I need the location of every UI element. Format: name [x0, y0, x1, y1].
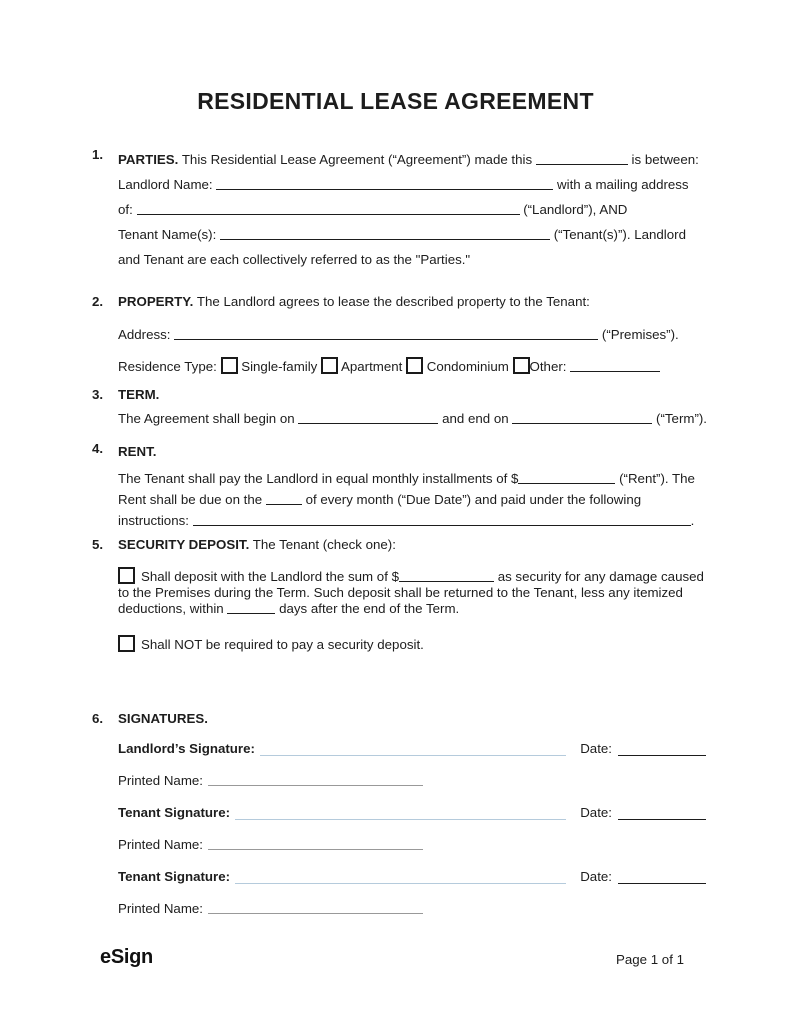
- term-begin-date-blank[interactable]: [298, 411, 438, 424]
- landlord-name-after: with a mailing address: [557, 177, 689, 192]
- section-security-deposit: [92, 537, 706, 653]
- section-rent: [92, 441, 706, 531]
- section-number: 2.: [92, 294, 104, 309]
- section-term: [92, 387, 706, 426]
- term-after-text: (“Term”).: [656, 411, 708, 426]
- rent-amount-blank[interactable]: [518, 471, 615, 484]
- deposit-intro: The Tenant (check one):: [252, 537, 396, 552]
- section-number: 4.: [92, 441, 104, 456]
- section-property: [92, 294, 706, 374]
- tenant2-signature-line[interactable]: [235, 869, 566, 884]
- term-middle-text: and end on: [442, 411, 509, 426]
- rent-due-day-blank[interactable]: [266, 492, 302, 505]
- deposit-option2-text: Shall NOT be required to pay a security deposit.: [141, 637, 424, 652]
- deposit-option1-text-a: Shall deposit with the Landlord the sum of $: [141, 569, 399, 584]
- tenant2-signature-label: Tenant Signature:: [118, 869, 231, 884]
- residence-option-apartment: Apartment: [341, 359, 403, 374]
- section-number: 1.: [92, 147, 104, 162]
- checkbox-other[interactable]: [513, 357, 530, 374]
- landlord-name-blank[interactable]: [216, 177, 553, 190]
- tenant1-date-line[interactable]: [618, 805, 706, 820]
- rent-instructions-label: instructions:: [118, 513, 189, 528]
- printed-name-label: Printed Name:: [118, 837, 203, 852]
- parties-intro: This Residential Lease Agreement (“Agreement”) made this: [181, 152, 533, 167]
- deposit-days-blank[interactable]: [227, 601, 275, 614]
- residence-other-blank[interactable]: [570, 359, 660, 372]
- deposit-option-2: [118, 635, 706, 653]
- rent-line3-end: .: [690, 513, 695, 528]
- signatures-heading: SIGNATURES.: [118, 711, 208, 726]
- deposit-option-1: [118, 567, 706, 617]
- checkbox-condominium[interactable]: [406, 357, 423, 374]
- checkbox-apartment[interactable]: [321, 357, 338, 374]
- landlord-name-label: Landlord Name:: [118, 177, 213, 192]
- deposit-option1-text-b: as security for any damage caused to the Premises during the Term. Such deposit shall be returned to the Tenant, less any itemized deductions, within: [118, 569, 704, 616]
- date-label: Date:: [580, 741, 612, 756]
- page-number: Page 1 of 1: [615, 952, 684, 967]
- tenant2-printed-name-row: [118, 901, 706, 918]
- esign-logo: eSign: [100, 946, 153, 968]
- rent-heading: RENT.: [118, 444, 157, 459]
- mailing-address-blank[interactable]: [137, 202, 520, 215]
- deposit-option1-text-c: days after the end of the Term.: [279, 601, 460, 616]
- deposit-heading: SECURITY DEPOSIT.: [118, 537, 250, 552]
- rent-instructions-blank[interactable]: [193, 513, 691, 526]
- tenant1-signature-row: [118, 805, 706, 822]
- section-number: 6.: [92, 711, 104, 726]
- residence-option-single-family: Single-family: [241, 359, 318, 374]
- property-heading: PROPERTY.: [118, 294, 194, 309]
- parties-closing: and Tenant are each collectively referred to as the "Parties.": [118, 252, 471, 267]
- landlord-printed-name-row: [118, 773, 706, 790]
- address-blank[interactable]: [174, 327, 598, 340]
- residence-option-other-label: Other:: [529, 359, 567, 374]
- landlord-signature-row: [118, 741, 706, 758]
- date-label: Date:: [580, 869, 612, 884]
- parties-intro-end: is between:: [631, 152, 699, 167]
- landlord-date-line[interactable]: [618, 741, 706, 756]
- landlord-signature-line[interactable]: [260, 741, 566, 756]
- term-end-date-blank[interactable]: [512, 411, 652, 424]
- deposit-amount-blank[interactable]: [399, 569, 494, 582]
- document-title: RESIDENTIAL LEASE AGREEMENT: [197, 88, 594, 114]
- parties-heading: PARTIES.: [118, 152, 179, 167]
- tenant1-printed-name-row: [118, 837, 706, 854]
- tenant2-signature-row: [118, 869, 706, 886]
- residence-type-label: Residence Type:: [118, 359, 217, 374]
- section-number: 3.: [92, 387, 104, 402]
- rent-line2-end: of every month (“Due Date”) and paid under the following: [305, 492, 642, 507]
- tenant1-printed-name-line[interactable]: [208, 837, 423, 850]
- property-intro: The Landlord agrees to lease the described property to the Tenant:: [196, 294, 590, 309]
- tenant-names-after: (“Tenant(s)”). Landlord: [553, 227, 686, 242]
- mailing-address-label: of:: [118, 202, 133, 217]
- rent-line1-text: The Tenant shall pay the Landlord in equal monthly installments of $: [118, 471, 519, 486]
- tenant1-signature-label: Tenant Signature:: [118, 805, 231, 820]
- section-signatures: [92, 711, 706, 918]
- residence-option-condominium: Condominium: [426, 359, 509, 374]
- tenant1-signature-line[interactable]: [235, 805, 566, 820]
- printed-name-label: Printed Name:: [118, 773, 203, 788]
- term-heading: TERM.: [118, 387, 160, 402]
- term-begin-text: The Agreement shall begin on: [118, 411, 295, 426]
- agreement-date-blank[interactable]: [536, 152, 628, 165]
- checkbox-shall-deposit[interactable]: [118, 567, 135, 584]
- rent-line2-text: Rent shall be due on the: [118, 492, 263, 507]
- checkbox-single-family[interactable]: [221, 357, 238, 374]
- tenant-names-blank[interactable]: [220, 227, 550, 240]
- rent-line1-end: (“Rent”). The: [619, 471, 695, 486]
- checkbox-no-deposit[interactable]: [118, 635, 135, 652]
- printed-name-label: Printed Name:: [118, 901, 203, 916]
- tenant2-date-line[interactable]: [618, 869, 706, 884]
- section-parties: [92, 147, 706, 272]
- landlord-signature-label: Landlord’s Signature:: [118, 741, 255, 756]
- date-label: Date:: [580, 805, 612, 820]
- mailing-address-after: (“Landlord”), AND: [523, 202, 628, 217]
- tenant-names-label: Tenant Name(s):: [118, 227, 217, 242]
- address-after: (“Premises”).: [601, 327, 679, 342]
- landlord-printed-name-line[interactable]: [208, 773, 423, 786]
- tenant2-printed-name-line[interactable]: [208, 901, 423, 914]
- section-number: 5.: [92, 537, 104, 552]
- address-label: Address:: [118, 327, 171, 342]
